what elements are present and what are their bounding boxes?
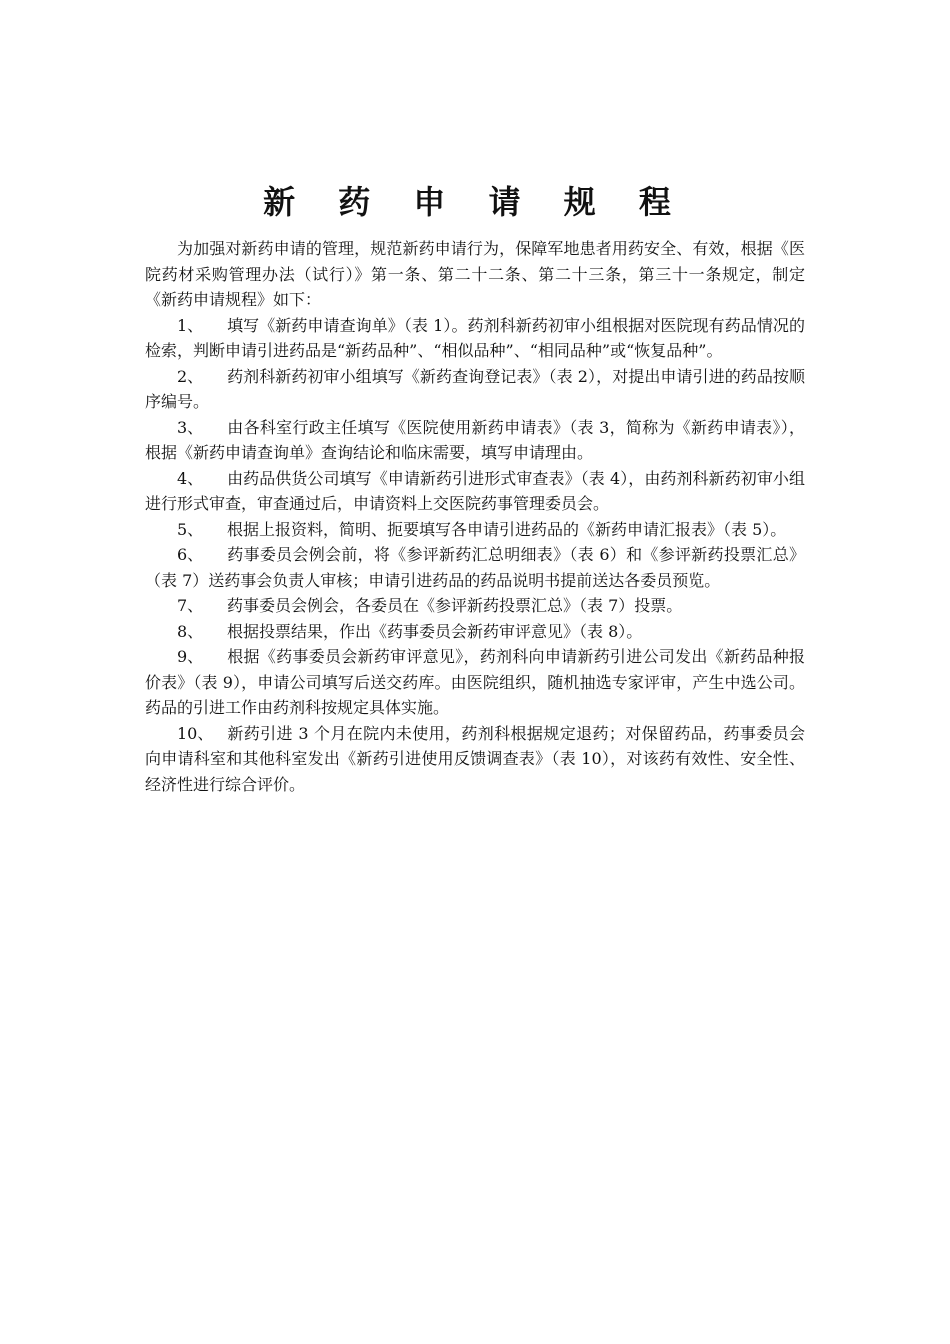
item-number: 8、 xyxy=(177,621,204,641)
item-text: 药事委员会例会，各委员在《参评新药投票汇总》（表 7）投票。 xyxy=(227,596,683,615)
item-text: 根据《药事委员会新药审评意见》，药剂科向申请新药引进公司发出《新药品种报价表》（表 9），申请公司填写后送交药库。由医院组织，随机抽选专家评审，产生中选公司。药品的引进工作由药剂科按规定具体实施。 xyxy=(145,647,805,717)
list-item xyxy=(145,542,805,593)
item-number: 6、 xyxy=(177,545,204,564)
item-text: 填写《新药申请查询单》（表 1）。药剂科新药初审小组根据对医院现有药品情况的检索，判断申请引进药品是“新药品种”、“相似品种”、“相同品种”或“恢复品种”。 xyxy=(145,315,805,360)
item-number: 10、 xyxy=(177,723,214,743)
intro-paragraph: 为加强对新药申请的管理，规范新药申请行为，保障军地患者用药安全、有效，根据《医院药材采购管理办法（试行）》第一条、第二十二条、第二十三条，第三十一条规定，制定《新药申请规程》如下： xyxy=(145,239,805,309)
list-item xyxy=(145,593,805,619)
item-number: 7、 xyxy=(177,596,204,615)
item-number: 9、 xyxy=(177,647,204,666)
list-item xyxy=(145,619,805,645)
list-item xyxy=(145,466,805,517)
list-item xyxy=(145,415,805,466)
list-item xyxy=(145,517,805,543)
item-text: 药事委员会例会前，将《参评新药汇总明细表》（表 6）和《参评新药投票汇总》（表 7）送药事会负责人审核；申请引进药品的药品说明书提前送达各委员预览。 xyxy=(145,545,805,590)
item-text: 根据投票结果，作出《药事委员会新药审评意见》（表 8）。 xyxy=(227,621,643,641)
item-text: 由药品供货公司填写《申请新药引进形式审查表》（表 4），由药剂科新药初审小组进行形式审查，审查通过后，申请资料上交医院药事管理委员会。 xyxy=(145,468,805,513)
item-text: 新药引进 3 个月在院内未使用，药剂科根据规定退药；对保留药品，药事委员会向申请科室和其他科室发出《新药引进使用反馈调查表》（表 10），对该药有效性、安全性、经济性进行综合评价。 xyxy=(145,723,805,794)
item-number: 1、 xyxy=(177,315,204,335)
list-item xyxy=(145,644,805,721)
item-number: 2、 xyxy=(177,366,204,386)
item-number: 3、 xyxy=(177,417,204,437)
list-item xyxy=(145,313,805,364)
item-text: 根据上报资料，简明、扼要填写各申请引进药品的《新药申请汇报表》（表 5）。 xyxy=(227,519,787,539)
document-title: 新 药 申 请 规 程 xyxy=(263,183,687,221)
list-item xyxy=(145,721,805,798)
item-text: 由各科室行政主任填写《医院使用新药申请表》（表 3，简称为《新药申请表》），根据《新药申请查询单》查询结论和临床需要，填写申请理由。 xyxy=(145,417,805,462)
item-text: 药剂科新药初审小组填写《新药查询登记表》（表 2），对提出申请引进的药品按顺序编号。 xyxy=(145,366,805,411)
item-number: 5、 xyxy=(177,519,204,539)
document-body xyxy=(145,236,805,797)
item-number: 4、 xyxy=(177,468,204,488)
list-item xyxy=(145,364,805,415)
